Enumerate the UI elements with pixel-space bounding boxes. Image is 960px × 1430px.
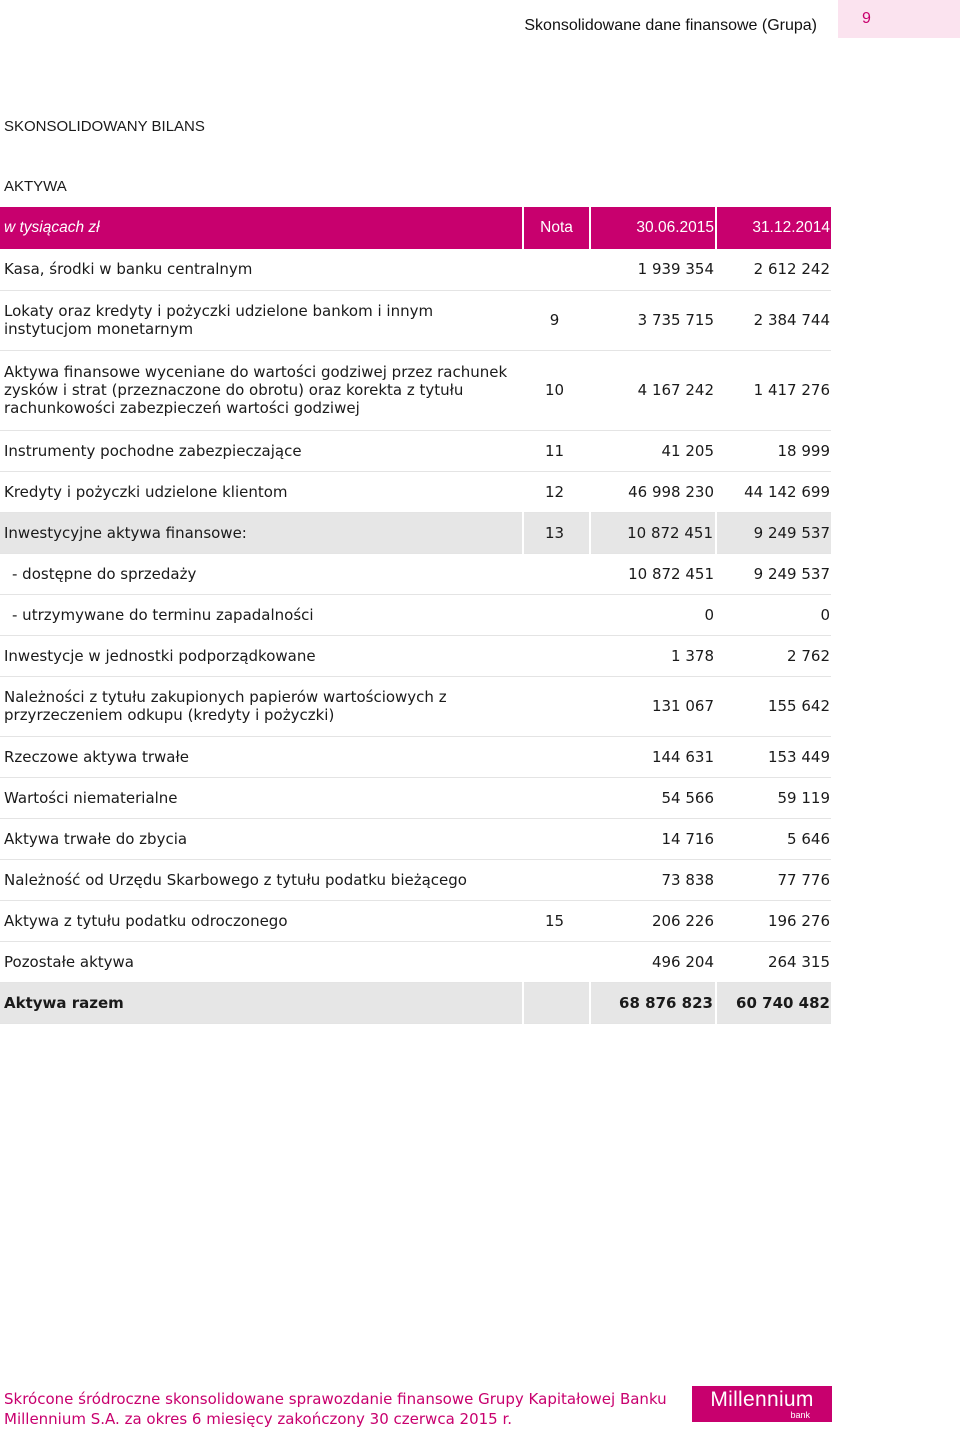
row-value-2014: 18 999 — [777, 441, 830, 460]
table-row — [0, 594, 831, 635]
row-value-2015: 10 872 451 — [590, 512, 716, 553]
balance-sheet-table — [0, 207, 831, 1024]
header-date-2015: 30.06.2015 — [590, 207, 716, 249]
row-label: Aktywa finansowe wyceniane do wartości godziwej przez rachunek zysków i strat (przeznaczone do obrotu) oraz korekta z tytułu rachunkowości zabezpieczeń wartości godziwej — [4, 363, 508, 417]
row-label: Inwestycyjne aktywa finansowe: — [0, 512, 523, 553]
header-date-2014: 31.12.2014 — [716, 207, 831, 249]
row-value-2014: 5 646 — [787, 829, 830, 848]
table-row — [0, 512, 831, 553]
table-row — [0, 941, 831, 982]
footer-text: Skrócone śródroczne skonsolidowane sprawozdanie finansowe Grupy Kapitałowej Banku Millennium S.A. za okres 6 miesięcy zakończony 30 czerwca 2015 r. — [4, 1390, 667, 1428]
table-row — [0, 249, 831, 290]
table-row — [0, 471, 831, 512]
section-title: SKONSOLIDOWANY BILANS — [4, 118, 205, 135]
row-nota — [523, 553, 590, 594]
row-value-2014: 0 — [820, 605, 830, 624]
row-label: Inwestycje w jednostki podporządkowane — [4, 646, 316, 665]
table-row — [0, 290, 831, 350]
row-label: Wartości niematerialne — [4, 788, 178, 807]
row-label: Aktywa z tytułu podatku odroczonego — [4, 911, 288, 930]
row-value-2015: 14 716 — [661, 829, 714, 848]
table-row — [0, 635, 831, 676]
row-label: Kredyty i pożyczki udzielone klientom — [4, 482, 288, 501]
row-value-2015: 3 735 715 — [637, 311, 714, 329]
row-nota — [523, 676, 590, 736]
row-value-2014: 44 142 699 — [744, 482, 830, 501]
row-nota: 13 — [523, 512, 590, 553]
row-value-2014: 196 276 — [767, 911, 830, 930]
row-nota: 9 — [549, 311, 560, 329]
row-value-2014: 1 417 276 — [753, 381, 830, 399]
table-row — [0, 553, 831, 594]
row-nota — [523, 982, 590, 1023]
row-label: - dostępne do sprzedaży — [12, 564, 197, 583]
row-value-2015: 46 998 230 — [628, 482, 714, 501]
row-value-2015: 10 872 451 — [628, 564, 714, 583]
row-label: Lokaty oraz kredyty i pożyczki udzielone bankom i innym instytucjom monetarnym — [4, 302, 434, 338]
row-nota — [523, 818, 590, 859]
table-row — [0, 818, 831, 859]
millennium-bank-logo — [692, 1386, 832, 1422]
row-label: Kasa, środki w banku centralnym — [4, 260, 253, 279]
row-value-2014: 77 776 — [777, 870, 830, 889]
row-label: Aktywa trwałe do zbycia — [4, 829, 188, 848]
row-value-2014: 155 642 — [767, 697, 830, 715]
row-value-2014: 264 315 — [767, 952, 830, 971]
table-row-total — [0, 982, 831, 1023]
row-label: Należność od Urzędu Skarbowego z tytułu podatku bieżącego — [4, 870, 467, 889]
row-value-2014: 2 612 242 — [753, 260, 830, 279]
row-nota — [523, 249, 590, 290]
row-nota: 11 — [544, 441, 565, 460]
row-nota — [523, 635, 590, 676]
row-value-2015: 54 566 — [661, 788, 714, 807]
row-label: Rzeczowe aktywa trwałe — [4, 747, 189, 766]
table-header-row — [0, 207, 831, 249]
row-value-2014: 60 740 482 — [716, 982, 831, 1023]
row-nota — [523, 859, 590, 900]
document-header-title: Skonsolidowane dane finansowe (Grupa) — [524, 17, 817, 34]
row-label: - utrzymywane do terminu zapadalności — [12, 605, 314, 624]
page-number-box — [838, 0, 960, 38]
subsection-title: AKTYWA — [4, 178, 67, 195]
row-value-2014: 9 249 537 — [716, 512, 831, 553]
logo-sub: bank — [790, 1410, 810, 1420]
row-value-2015: 41 205 — [661, 441, 714, 460]
table-row — [0, 350, 831, 430]
header-units: w tysiącach zł — [4, 219, 100, 236]
row-nota — [523, 594, 590, 635]
row-value-2015: 131 067 — [651, 697, 714, 715]
row-nota — [523, 941, 590, 982]
row-value-2015: 0 — [704, 605, 714, 624]
row-nota — [523, 777, 590, 818]
row-value-2015: 73 838 — [661, 870, 714, 889]
row-value-2015: 68 876 823 — [590, 982, 716, 1023]
row-value-2014: 9 249 537 — [753, 564, 830, 583]
row-label: Instrumenty pochodne zabezpieczające — [4, 441, 302, 460]
header-nota: Nota — [523, 207, 590, 249]
row-value-2015: 1 939 354 — [637, 260, 714, 279]
row-value-2014: 153 449 — [767, 747, 830, 766]
row-nota — [523, 736, 590, 777]
page-number: 9 — [862, 10, 871, 27]
row-nota: 15 — [544, 911, 565, 930]
row-value-2015: 496 204 — [651, 952, 714, 971]
row-value-2014: 2 384 744 — [753, 311, 830, 329]
logo-name: Millennium — [710, 1388, 814, 1411]
row-value-2015: 1 378 — [671, 646, 714, 665]
row-label: Należności z tytułu zakupionych papierów wartościowych z przyrzeczeniem odkupu (kredyty i pożyczki) — [4, 688, 447, 724]
row-value-2015: 144 631 — [651, 747, 714, 766]
row-nota: 12 — [544, 482, 565, 501]
row-nota: 10 — [544, 381, 565, 399]
table-row — [0, 430, 831, 471]
row-label: Aktywa razem — [0, 982, 523, 1023]
table-row — [0, 859, 831, 900]
row-value-2015: 4 167 242 — [637, 381, 714, 399]
table-row — [0, 900, 831, 941]
table-row — [0, 777, 831, 818]
table-row — [0, 676, 831, 736]
row-value-2014: 59 119 — [777, 788, 830, 807]
row-label: Pozostałe aktywa — [4, 952, 134, 971]
row-value-2014: 2 762 — [787, 646, 830, 665]
table-row — [0, 736, 831, 777]
row-value-2015: 206 226 — [651, 911, 714, 930]
